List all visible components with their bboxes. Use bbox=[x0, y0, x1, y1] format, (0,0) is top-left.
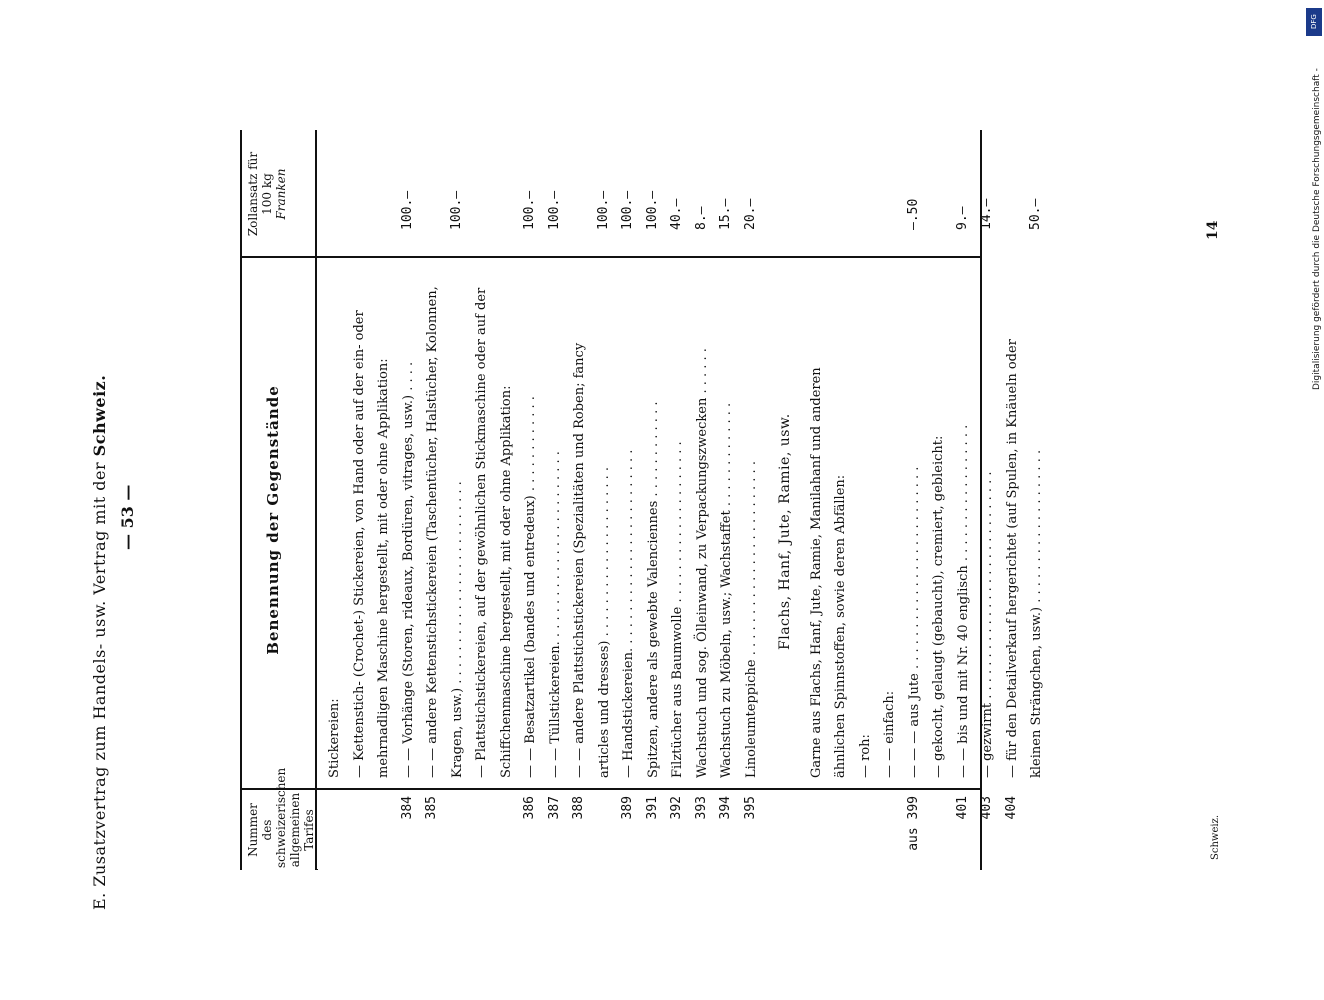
dfg-logo: DFG bbox=[1306, 8, 1322, 36]
footer-country-marker: Schweiz. bbox=[1210, 814, 1221, 860]
item-description: — — — aus Jute . . . . . . . . . . . . . . . . . . . . . . . . . bbox=[906, 466, 922, 778]
tariff-number: aus 399 bbox=[905, 796, 921, 851]
item-description: Linoleumteppiche . . . . . . . . . . . . . . . . . . . . . . . . bbox=[743, 461, 759, 778]
duty-rate: 100.— bbox=[644, 190, 660, 230]
tariff-number: 403 bbox=[979, 796, 994, 820]
item-description: Schiffchenmaschine hergestellt, mit oder ohne Applikation: bbox=[498, 385, 514, 778]
tariff-number: 387 bbox=[546, 796, 562, 820]
tariff-number: 395 bbox=[742, 796, 758, 820]
running-header bbox=[90, 375, 109, 910]
duty-rate: 100.— bbox=[448, 190, 464, 230]
duty-rate: 100.— bbox=[522, 190, 537, 230]
duty-rate: —.50 bbox=[905, 198, 921, 230]
item-description: — — einfach: bbox=[882, 690, 897, 778]
item-description: Kragen, usw.) . . . . . . . . . . . . . . . . . . . . . . . . . bbox=[449, 481, 465, 778]
item-description: — — Vorhänge (Storen, rideaux, Bordüren, vitrages, usw.) . . . . bbox=[400, 361, 416, 778]
duty-rate: 20.— bbox=[742, 198, 758, 230]
tariff-number: 386 bbox=[522, 796, 537, 820]
rotated-document-page bbox=[70, 70, 1221, 930]
item-description: — gezwirnt . . . . . . . . . . . . . . . . . . . . . . . . . . . . bbox=[980, 471, 995, 778]
running-header-prefix: E. Zusatzvertrag zum Handels- usw. Vertrag mit der bbox=[90, 456, 109, 910]
rate-header-line2: 100 kg bbox=[260, 173, 274, 215]
duty-rate: 15.— bbox=[718, 198, 733, 230]
col-divider-2 bbox=[240, 256, 980, 258]
item-description: — — andere Plattstichstickereien (Spezialitäten und Roben; fancy bbox=[572, 342, 587, 778]
tariff-number: 392 bbox=[669, 796, 684, 820]
tariff-number: 389 bbox=[620, 796, 635, 820]
tariff-table bbox=[240, 70, 1100, 870]
page-marker: — 53 — bbox=[118, 484, 137, 550]
col-desc-header: Benennung der Gegenstände bbox=[264, 385, 282, 655]
item-description: — für den Detailverkauf hergerichtet (auf Spulen, in Knäueln oder bbox=[1004, 339, 1020, 778]
tariff-number: 404 bbox=[1003, 796, 1019, 820]
col-rate-header bbox=[246, 134, 288, 254]
duty-rate: 100.— bbox=[546, 190, 562, 230]
tariff-number: 385 bbox=[424, 796, 439, 820]
item-description: — — bis und mit Nr. 40 englisch . . . . . . . . . . . . . . . . . bbox=[955, 424, 971, 778]
item-description: — — Besatzartikel (bandes und entredeux) . . . . . . . . . . . . bbox=[523, 396, 538, 778]
item-description: — roh: bbox=[857, 734, 873, 778]
col-divider-1 bbox=[240, 788, 980, 790]
header-bottom-rule bbox=[315, 130, 317, 870]
running-header-country: Schweiz. bbox=[90, 374, 109, 457]
item-description: Wachstuch zu Möbeln, usw.; Wachstaffet . . . . . . . . . . . . . bbox=[719, 402, 734, 778]
digitization-note-text: Digitalisierung gefördert durch die Deutsche Forschungsgemeinschaft - bbox=[1312, 68, 1322, 390]
tariff-number: 401 bbox=[954, 796, 970, 820]
duty-rate: 8.— bbox=[693, 206, 709, 230]
item-description: ähnlichen Spinnstoffen, sowie deren Abfällen: bbox=[833, 474, 848, 778]
duty-rate: 9.— bbox=[954, 206, 970, 230]
item-description: — — Tüllstickereien. . . . . . . . . . . . . . . . . . . . . . . . bbox=[547, 451, 563, 778]
item-description: — Kettenstich- (Crochet-) Stickereien, von Hand oder auf der ein- oder bbox=[351, 310, 367, 778]
duty-rate: 50.— bbox=[1028, 198, 1043, 230]
item-description: Filztücher aus Baumwolle . . . . . . . . . . . . . . . . . . . . bbox=[670, 441, 685, 778]
duty-rate: 14.— bbox=[979, 198, 994, 230]
tariff-number: 394 bbox=[718, 796, 733, 820]
item-description: — Handstickereien. . . . . . . . . . . . . . . . . . . . . . . . . bbox=[621, 449, 636, 778]
rate-header-line1: Zollansatz für bbox=[246, 151, 260, 237]
item-description: Spitzen, andere als gewebte Valenciennes . . . . . . . . . . . . bbox=[645, 401, 661, 778]
tariff-number: 391 bbox=[644, 796, 660, 820]
item-description: Garne aus Flachs, Hanf, Jute, Ramie, Manilahanf und anderen bbox=[808, 367, 824, 778]
digitization-note bbox=[1298, 10, 1322, 990]
table-top-rule bbox=[240, 130, 242, 870]
item-description: — gekocht, gelaugt (gebaucht), cremiert, gebleicht: bbox=[931, 435, 946, 778]
item-description: — Plattstichstickereien, auf der gewöhnlichen Stickmaschine oder auf der bbox=[474, 287, 489, 778]
item-description: Stickereien: bbox=[327, 698, 342, 778]
item-description: — — andere Kettenstichstickereien (Taschentücher, Halstücher, Kolonnen, bbox=[425, 286, 440, 778]
item-description: articles und dresses) . . . . . . . . . . . . . . . . . . . . . bbox=[596, 466, 612, 778]
duty-rate: 100.— bbox=[620, 190, 635, 230]
duty-rate: 100.— bbox=[595, 190, 611, 230]
section-title: Flachs, Hanf, Jute, Ramie, usw. bbox=[777, 413, 793, 650]
footer-page-number: 14 bbox=[1205, 220, 1221, 240]
item-description: Wachstuch und sog. Ölleinwand, zu Verpackungszwecken . . . . . . bbox=[694, 348, 710, 778]
rate-header-line3: Franken bbox=[274, 168, 288, 220]
rule-spacer bbox=[316, 869, 318, 870]
tariff-number: 388 bbox=[571, 796, 586, 820]
item-description: mehrnadligen Maschine hergestellt, mit oder ohne Applikation: bbox=[376, 358, 391, 778]
tariff-number: 393 bbox=[693, 796, 709, 820]
duty-rate: 40.— bbox=[669, 198, 684, 230]
col-number-header: Nummer des schweizerischen allgemeinen Tarifes bbox=[246, 767, 316, 868]
duty-rate: 100.— bbox=[399, 190, 415, 230]
tariff-number: 384 bbox=[399, 796, 415, 820]
item-description: kleinen Strängchen, usw.) . . . . . . . . . . . . . . . . . . . bbox=[1029, 449, 1044, 778]
